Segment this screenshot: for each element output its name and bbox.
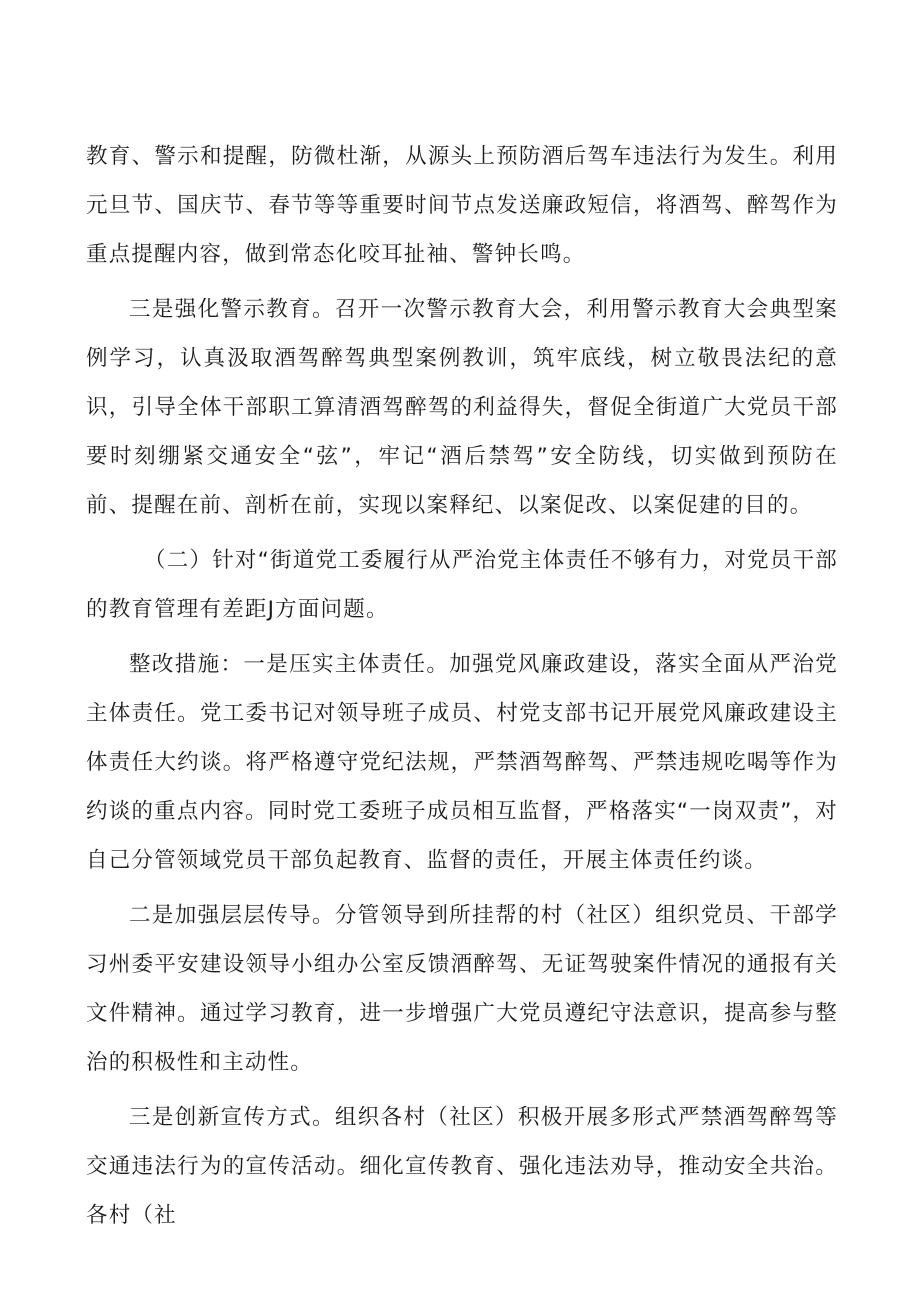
document-body bbox=[86, 132, 838, 1246]
paragraph-section-heading: （二）针对“街道党工委履行从严治党主体责任不够有力，对党员干部的教育管理有差距J方面问题。 bbox=[86, 548, 838, 622]
paragraph-rectification-measures: 整改措施：一是压实主体责任。加强党风廉政建设，落实全面从严治党主体责任。党工委书记对领导班子成员、村党支部书记开展党风廉政建设主体责任大约谈。将严格遵守党纪法规，严禁酒驾醉驾、严禁违规吃喝等作为约谈的重点内容。同时党工委班子成员相互监督，严格落实“一岗双责”，对自己分管领域党员干部负起教育、监督的责任，开展主体责任约谈。 bbox=[86, 652, 838, 873]
paragraph-layer-transmission: 二是加强层层传导。分管领导到所挂帮的村（社区）组织党员、干部学习州委平安建设领导小组办公室反馈酒醉驾、无证驾驶案件情况的通报有关文件精神。通过学习教育，进一步增强广大党员遵纪守法意识，提高参与整治的积极性和主动性。 bbox=[86, 903, 838, 1075]
paragraph-continuation: 教育、警示和提醒，防微杜渐，从源头上预防酒后驾车违法行为发生。利用元旦节、国庆节、春节等等重要时间节点发送廉政短信，将酒驾、醉驾作为重点提醒内容，做到常态化咬耳扯袖、警钟长鸣。 bbox=[86, 144, 838, 267]
paragraph-publicity-methods: 三是创新宣传方式。组织各村（社区）积极开展多形式严禁酒驾醉驾等交通违法行为的宣传活动。细化宣传教育、强化违法劝导，推动安全共治。各村（社 bbox=[86, 1105, 838, 1228]
paragraph-warning-education: 三是强化警示教育。召开一次警示教育大会，利用警示教育大会典型案例学习，认真汲取酒驾醉驾典型案例教训，筑牢底线，树立敬畏法纪的意识，引导全体干部职工算清酒驾醉驾的利益得失，督促全街道广大党员干部要时刻绷紧交通安全“弦”，牢记“酒后禁驾”安全防线，切实做到预防在前、提醒在前、剖析在前，实现以案释纪、以案促改、以案促建的目的。 bbox=[86, 297, 838, 518]
